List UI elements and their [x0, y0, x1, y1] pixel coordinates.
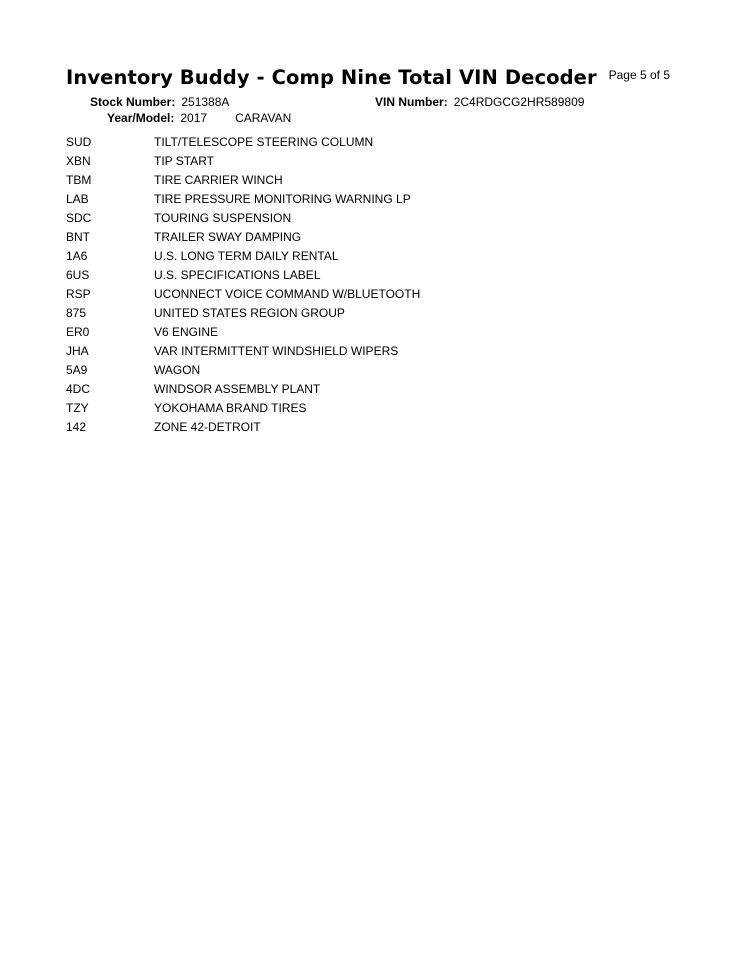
option-description: WINDSOR ASSEMBLY PLANT [154, 382, 321, 396]
page-title: Inventory Buddy - Comp Nine Total VIN Decoder [66, 66, 597, 89]
option-code: 4DC [66, 382, 91, 396]
option-code: 142 [66, 420, 87, 434]
option-code: 875 [66, 306, 87, 320]
option-row [66, 152, 420, 171]
option-description: UCONNECT VOICE COMMAND W/BLUETOOTH [154, 287, 421, 301]
option-description: TOURING SUSPENSION [154, 211, 292, 225]
option-code: SUD [66, 135, 92, 149]
option-description: WAGON [154, 363, 201, 377]
vin-number-value: 2C4RDGCG2HR589809 [453, 95, 585, 109]
option-row [66, 247, 420, 266]
stock-number-value: 251388A [181, 95, 230, 109]
option-code: BNT [66, 230, 90, 244]
option-description: TILT/TELESCOPE STEERING COLUMN [154, 135, 374, 149]
option-row [66, 266, 420, 285]
option-row [66, 133, 420, 152]
option-row [66, 342, 420, 361]
option-code: TZY [66, 401, 89, 415]
option-row [66, 323, 420, 342]
option-code: SDC [66, 211, 92, 225]
option-description: TRAILER SWAY DAMPING [154, 230, 302, 244]
option-description: UNITED STATES REGION GROUP [154, 306, 345, 320]
option-description: ZONE 42-DETROIT [154, 420, 261, 434]
option-code: ER0 [66, 325, 90, 339]
option-code: LAB [66, 192, 89, 206]
option-row [66, 399, 420, 418]
option-code: 5A9 [66, 363, 88, 377]
option-row [66, 304, 420, 323]
option-code: XBN [66, 154, 91, 168]
option-row [66, 380, 420, 399]
option-description: TIRE PRESSURE MONITORING WARNING LP [154, 192, 411, 206]
option-code: 1A6 [66, 249, 88, 263]
option-code: 6US [66, 268, 90, 282]
vin-number-label: VIN Number: [375, 95, 448, 109]
option-description: YOKOHAMA BRAND TIRES [154, 401, 307, 415]
option-description: V6 ENGINE [154, 325, 219, 339]
option-row [66, 285, 420, 304]
year-value: 2017 [180, 111, 208, 125]
option-code-list [66, 133, 420, 437]
option-row [66, 361, 420, 380]
option-code: TBM [66, 173, 92, 187]
option-row [66, 190, 420, 209]
year-model-row [107, 111, 291, 125]
option-row [66, 171, 420, 190]
page-number: Page 5 of 5 [608, 68, 670, 82]
option-row [66, 418, 420, 437]
option-row [66, 228, 420, 247]
stock-number-row [90, 95, 229, 109]
option-description: VAR INTERMITTENT WINDSHIELD WIPERS [154, 344, 399, 358]
option-description: U.S. SPECIFICATIONS LABEL [154, 268, 321, 282]
option-description: TIP START [154, 154, 215, 168]
option-description: TIRE CARRIER WINCH [154, 173, 283, 187]
option-description: U.S. LONG TERM DAILY RENTAL [154, 249, 339, 263]
option-code: JHA [66, 344, 89, 358]
vin-number-row [375, 95, 584, 109]
model-value: CARAVAN [235, 111, 292, 125]
stock-number-label: Stock Number: [90, 95, 176, 109]
option-row [66, 209, 420, 228]
option-code: RSP [66, 287, 91, 301]
year-model-label: Year/Model: [107, 111, 175, 125]
